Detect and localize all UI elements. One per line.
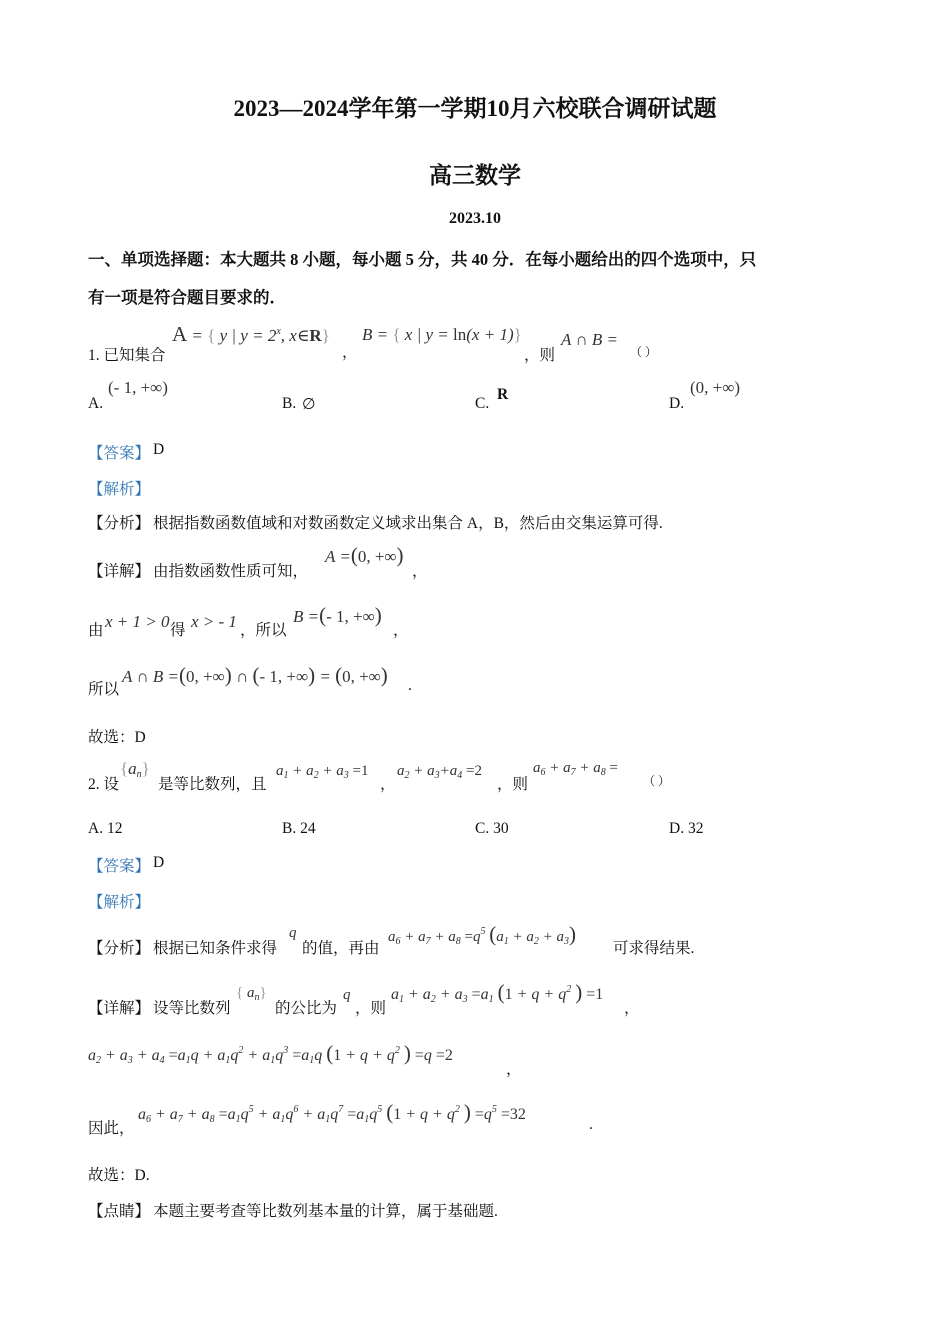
q1-set-b: B = { x | y = ln(x + 1)} (362, 325, 522, 344)
q2-line2-math: $a_2 + a_3 + a_4 =a_1q + a_1q^2 + a_1q^3 =a_1q$ ($1 + q + q^2$ ) =q =2 (88, 1041, 453, 1066)
exam-date: 2023.10 (449, 210, 501, 227)
q2-fenxi-q: q (289, 925, 297, 941)
q1-option-b-value: ∅ (302, 396, 316, 413)
q1-answer-tag: 【答案】 (88, 445, 151, 462)
q2-target: $a_6 + a_7 + a_8$ = (533, 760, 618, 778)
q2-fenxi-a: 根据已知条件求得 (153, 940, 278, 957)
q1-line3-end: . (408, 677, 412, 694)
q1-answer: D (153, 441, 165, 458)
q2-choose: 故选：D. (88, 1167, 150, 1184)
q1-fenxi-tag: 【分析】 (88, 515, 151, 532)
q1-line3-a: 所以 (88, 681, 120, 698)
q2-stem-prefix: 2. 设 (88, 776, 120, 793)
q1-set-a: A = { y | $y = 2^x$, x∈R} (172, 322, 330, 346)
q1-detail-line1: 由指数函数性质可知， (153, 563, 309, 580)
q1-option-d-value: (0, +∞) (690, 378, 741, 397)
q2-option-a: A. 12 (88, 820, 123, 837)
q2-answer: D (153, 854, 165, 871)
q2-detail-math1: $a_1 + a_2 + a_3 =a_1$ ($1 + q + q^2$ ) =1 (391, 980, 604, 1005)
q2-line2-end: ， (506, 1061, 522, 1078)
q2-sequence: $\{a_n\}$ (120, 759, 150, 780)
q1-option-c-label: C. (475, 395, 490, 412)
q1-comma: ， (342, 344, 358, 361)
q2-detail-end: ， (624, 1000, 640, 1017)
q2-line3-a: 因此， (88, 1120, 135, 1137)
q2-detail-q: q (343, 987, 351, 1003)
q1-option-d-label: D. (669, 395, 685, 412)
q1-intersection: A ∩ B = (561, 330, 618, 349)
q1-line2-math2: x > - 1 (191, 612, 237, 631)
q2-cond-1: $a_1 + a_2 + a_3 =1$ (276, 763, 369, 781)
page-title: 2023—2024学年第一学期10月六校联合调研试题 (233, 96, 717, 121)
section-heading-line1: 一、单项选择题：本大题共 8 小题，每小题 5 分，共 40 分．在每小题给出的四个选项中，只 (88, 250, 757, 269)
q1-option-b-label: B. (282, 395, 297, 412)
q1-line2-c: ，所以 (240, 622, 287, 639)
q2-comma: ， (380, 776, 396, 793)
q1-option-a-label: A. (88, 395, 104, 412)
q2-detail-b: 的公比为 (275, 1000, 338, 1017)
q1-detail-line1-end: ， (412, 563, 428, 580)
q1-analysis-tag: 【解析】 (88, 481, 151, 498)
q2-fenxi-tag: 【分析】 (88, 940, 151, 957)
q1-line2-math1: x + 1 > 0 (105, 612, 170, 631)
q1-line2-end: ， (393, 622, 409, 639)
q1-stem-prefix: 1. 已知集合 (88, 347, 166, 364)
q2-option-c: C. 30 (475, 820, 509, 837)
q2-cond-2: $a_2 + a_3+a_4 =2$ (397, 763, 482, 781)
q2-detail-seq: { $a_n$} (236, 985, 267, 1003)
q2-detail-c: ，则 (355, 1000, 387, 1017)
q2-paren: （ ） (643, 774, 671, 788)
q1-line2-b: 得 (170, 622, 186, 639)
q2-answer-tag: 【答案】 (88, 858, 151, 875)
q1-paren: （ ） (630, 345, 658, 359)
q2-analysis-tag: 【解析】 (88, 894, 151, 911)
q1-option-c-value: R (497, 386, 509, 403)
q2-fenxi-c: 可求得结果. (613, 940, 695, 957)
q2-fenxi-math: $a_6 + a_7 + a_8 =q^5$ $(a_1 + a_2 + a_3)$ (388, 922, 576, 947)
q1-detail-math-a: A =(0, +∞) (325, 543, 404, 567)
q2-fenxi-b: 的值，再由 (302, 940, 380, 957)
q1-line3-math: A ∩ B =(0, +∞) ∩ (- 1, +∞) = (0, +∞) (122, 663, 388, 687)
q1-fenxi-text: 根据指数函数值域和对数函数定义域求出集合 A，B，然后由交集运算可得. (153, 515, 663, 532)
q2-comment-tag: 【点睛】 (88, 1203, 151, 1220)
q1-then: ，则 (524, 347, 556, 364)
q2-detail-tag: 【详解】 (88, 1000, 151, 1017)
subject-title: 高三数学 (429, 163, 521, 188)
q2-option-d: D. 32 (669, 820, 704, 837)
q1-line2-math3: B =(- 1, +∞) (293, 603, 382, 627)
q2-detail-a: 设等比数列 (153, 1000, 231, 1017)
q1-detail-tag: 【详解】 (88, 563, 151, 580)
q1-line2-a: 由 (88, 622, 104, 639)
q2-option-b: B. 24 (282, 820, 316, 837)
q2-line3-math: $a_6 + a_7 + a_8 =a_1q^5 + a_1q^6 + a_1q^7 =a_1q^5$ ($1 + q + q^2$ ) $=q^5 =32$ (138, 1100, 526, 1125)
q2-stem-mid: 是等比数列，且 (158, 776, 267, 793)
q1-choose: 故选：D (88, 729, 146, 746)
q2-line3-end: . (589, 1116, 593, 1133)
section-heading-line2: 有一项是符合题目要求的． (88, 288, 286, 307)
q1-option-a-value: (- 1, +∞) (108, 378, 168, 397)
q2-comment: 本题主要考查等比数列基本量的计算，属于基础题. (153, 1203, 498, 1220)
q2-then: ，则 (497, 776, 529, 793)
